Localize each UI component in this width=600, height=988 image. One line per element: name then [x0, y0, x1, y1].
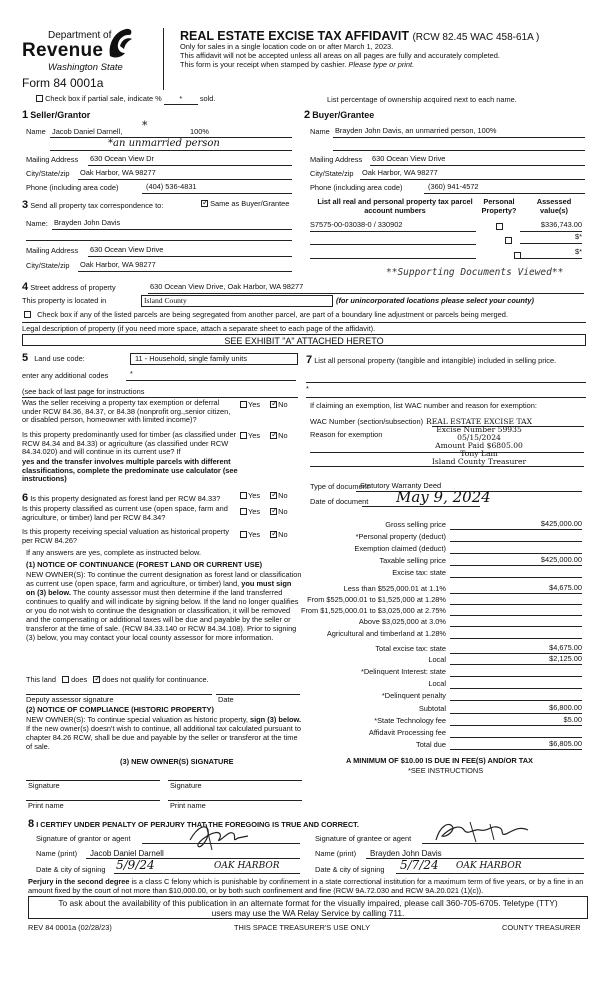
- calc-row-label: *Personal property (deduct): [355, 532, 446, 541]
- perjury-bold: Perjury in the second degree: [28, 877, 130, 886]
- partial-sale-value[interactable]: *: [164, 95, 198, 105]
- q1-no-label: No: [278, 400, 288, 409]
- owner-print-label-1: Print name: [28, 801, 64, 810]
- land-use-code-select[interactable]: [130, 353, 298, 365]
- calc-row-value[interactable]: [450, 679, 582, 689]
- any-yes-note: If any answers are yes, complete as instructed below.: [26, 548, 201, 557]
- perjury-statement: [28, 878, 588, 895]
- grantee-name: Brayden John Davis: [370, 849, 442, 858]
- calc-row-value[interactable]: $425,000.00: [450, 520, 582, 530]
- historic-question: Is this property receiving special valuation as historical property per RCW 84.26?: [22, 527, 230, 545]
- notice-continuance-text: [26, 570, 302, 642]
- q2-no-checkbox[interactable]: [270, 432, 277, 439]
- title-text: REAL ESTATE EXCISE TAX AFFIDAVIT: [180, 29, 409, 43]
- corr-mail-label: Mailing Address: [26, 246, 79, 255]
- doc-type: Statutory Warranty Deed: [360, 481, 442, 490]
- grantor-signature: [186, 820, 252, 852]
- personal-property-label: List all personal property (tangible and intangible) included in selling price.: [314, 356, 557, 365]
- notice-compliance-title: (2) NOTICE OF COMPLIANCE (HISTORIC PROPERTY): [26, 705, 214, 714]
- county-treasurer-label: COUNTY TREASURER: [502, 923, 581, 932]
- corr-city-field[interactable]: [78, 261, 292, 272]
- calc-row-label: Agricultural and timberland at 1.28%: [326, 629, 446, 638]
- grantee-name-field[interactable]: [366, 849, 584, 859]
- calc-row-label: From $1,525,000.01 to $3,025,000 at 2.75%: [300, 606, 446, 615]
- timber-question-bold: yes and the transfer involves multiple parcels with different classifications, complete the predominate use calculator (see instructions): [22, 457, 238, 484]
- q5-answers: [240, 531, 288, 540]
- dept-line1: Department of: [48, 30, 112, 41]
- calc-row-label: Taxable selling price: [379, 556, 446, 565]
- grantor-name: Jacob Daniel Darnell: [90, 849, 164, 858]
- land-does-not-checkbox[interactable]: [93, 676, 100, 683]
- deputy-date-label: Date: [218, 695, 234, 704]
- land-use-code: 11 - Household, single family units: [135, 354, 248, 363]
- grantor-date-label: Date & city of signing: [36, 865, 106, 874]
- seller-mail-label: Mailing Address: [26, 155, 79, 164]
- seller-city: Oak Harbor, WA 98277: [80, 168, 156, 177]
- segregate-checkbox[interactable]: [24, 311, 31, 318]
- header-sub3-text: This form is your receipt when stamped by cashier.: [180, 60, 347, 69]
- buyer-name-label: Name: [310, 127, 330, 136]
- address-heading: [22, 281, 116, 294]
- buyer-phone-label: Phone (including area code): [310, 183, 403, 192]
- treasurer-stamp: [418, 418, 540, 466]
- n1-text-b: The county assessor must then determine if the land transferred continues to qualify and will indicate by signing below. If the land no longer qualifies or you do not wish to continue the designation or classification, it will be removed and the compensating or additional taxes will be due and payable by the seller or transferor at the time of sale. (RCW 84.33.140 or RCW 84.34.108). Prior to signing (3) below, you may contact your local county assessor for more information.: [26, 588, 299, 643]
- seller-mail-field[interactable]: [88, 155, 292, 166]
- property-address-field[interactable]: [148, 283, 584, 294]
- land-qualify-row: [26, 676, 209, 685]
- calc-row-label: *Delinquent Interest: state: [360, 667, 446, 676]
- q1-no-checkbox[interactable]: [270, 401, 277, 408]
- current-use-no-checkbox[interactable]: [270, 508, 277, 515]
- q2-yes-checkbox[interactable]: [240, 432, 247, 439]
- reason-label: Reason for exemption: [310, 430, 383, 439]
- land-use-heading: [22, 352, 85, 365]
- seller-phone-label: Phone (including area code): [26, 183, 119, 192]
- forest-no-label: No: [278, 491, 288, 500]
- stamp-line-3: 05/15/2024: [457, 432, 501, 442]
- forest-question: Is this property designated as forest land per RCW 84.33?: [30, 494, 221, 503]
- buyer-name: Brayden John Davis, an unmarried person, 100%: [335, 126, 497, 135]
- new-owner-signature-title: (3) NEW OWNER(S) SIGNATURE: [120, 757, 234, 766]
- partial-sale-label: Check box if partial sale, indicate %: [45, 94, 162, 103]
- personal-property-heading: [306, 354, 588, 367]
- buyer-phone-field[interactable]: [424, 183, 585, 194]
- buyer-mail: 630 Ocean View Drive: [372, 154, 446, 163]
- dept-line3: Washington State: [48, 62, 123, 73]
- calc-row-value[interactable]: $6,800.00: [450, 704, 582, 714]
- legal-description-label: Legal description of property (if you need more space, attach a separate sheet to each page of the affidavit).: [22, 324, 376, 333]
- q1-yes-checkbox[interactable]: [240, 401, 247, 408]
- doc-date-label: Date of document: [310, 497, 369, 506]
- parcel-row-1[interactable]: [310, 221, 476, 232]
- certify-text: I CERTIFY UNDER PENALTY OF PERJURY THAT THE FOREGOING IS TRUE AND CORRECT.: [36, 820, 359, 829]
- wac-number-label: WAC Number (section/subsection): [310, 417, 424, 426]
- calc-row-value[interactable]: [450, 691, 582, 701]
- grantor-sig-label: Signature of grantor or agent: [36, 834, 131, 843]
- stamp-line-2: Excise Number 59935: [436, 424, 522, 434]
- notice-continuance-title: (1) NOTICE OF CONTINUANCE (FOREST LAND OR CURRENT USE): [26, 560, 263, 569]
- seller-name-label: Name: [26, 127, 46, 136]
- personal-property-checkbox-2[interactable]: [505, 237, 512, 244]
- current-use-no-label: No: [278, 507, 288, 516]
- header-sub3-italic: Please type or print.: [348, 60, 415, 69]
- calc-row-label: *State Technology fee: [374, 716, 446, 725]
- grantor-city: OAK HARBOR: [214, 861, 280, 871]
- section-4-number: 4: [22, 281, 29, 293]
- calc-row-value[interactable]: $4,675.00: [450, 644, 582, 654]
- correspondence-heading: [22, 199, 163, 212]
- land-does-checkbox[interactable]: [62, 676, 69, 683]
- treasurer-use-note: THIS SPACE TREASURER'S USE ONLY: [234, 923, 371, 932]
- q1-answers: [240, 401, 288, 410]
- calc-row-label: Affidavit Processing fee: [368, 728, 446, 737]
- notice-compliance-text: [26, 715, 302, 751]
- n1-text-a: NEW OWNER(S): To continue the current designation as forest land or classification as current use (open space, farm and agriculture, or timber) land,: [26, 570, 302, 589]
- calc-row-value[interactable]: [450, 532, 582, 542]
- property-address: 630 Ocean View Drive, Oak Harbor, WA 98277: [150, 282, 304, 291]
- current-use-question: Is this property classified as current use (open space, farm and agriculture, or timber) land per RCW 84.34?: [22, 504, 228, 522]
- land-does-not-label: does not qualify for continuance.: [102, 675, 209, 684]
- seller-name: Jacob Daniel Darnell,: [52, 127, 123, 136]
- owner-sig-label-2: Signature: [170, 781, 202, 790]
- q4-answers: [240, 508, 288, 517]
- forest-yes-label: Yes: [248, 491, 261, 500]
- seller-pct: 100%: [190, 127, 209, 136]
- calc-row-label: Subtotal: [418, 704, 446, 713]
- historic-yes-checkbox[interactable]: [240, 531, 247, 538]
- calc-row-label: Local: [428, 655, 446, 664]
- section-6-number: 6: [22, 492, 29, 504]
- dor-logo-icon: [106, 26, 134, 60]
- parcel-number: S7575-00-03038-0 / 330902: [310, 220, 403, 229]
- doc-type-label: Type of document: [310, 482, 369, 491]
- stamp-line-1: REAL ESTATE EXCISE TAX: [425, 417, 532, 426]
- form-number: Form 84 0001a: [22, 76, 104, 90]
- q1-yes-label: Yes: [248, 400, 261, 409]
- calc-row-label: Exemption claimed (deduct): [354, 544, 446, 553]
- calc-row-label: *Delinquent penalty: [381, 691, 446, 700]
- owner-print-label-2: Print name: [170, 801, 206, 810]
- supporting-docs-note: **Supporting Documents Viewed**: [386, 267, 564, 278]
- additional-codes-field[interactable]: [126, 370, 296, 381]
- forest-yes-checkbox[interactable]: [240, 492, 247, 499]
- seller-phone: (404) 536-4831: [146, 182, 197, 191]
- n2-text-bold: sign (3) below.: [250, 715, 302, 724]
- doc-date: May 9, 2024: [396, 488, 491, 506]
- section-5-number: 5: [22, 352, 29, 364]
- historic-no-checkbox[interactable]: [270, 531, 277, 538]
- grantee-sig-label: Signature of grantee or agent: [315, 834, 412, 843]
- calc-row-label: From $525,000.01 to $1,525,000 at 1.28%: [307, 595, 446, 604]
- historic-no-label: No: [278, 530, 288, 539]
- seller-heading: [22, 109, 90, 122]
- dept-line2: Revenue: [22, 40, 104, 61]
- buyer-phone: (360) 941-4572: [428, 182, 479, 191]
- buyer-name-field[interactable]: [333, 127, 585, 138]
- section-1-number: 1: [22, 109, 29, 121]
- see-back-note: (see back of last page for instructions: [22, 387, 145, 396]
- seller-phone-field[interactable]: [142, 183, 292, 194]
- current-use-yes-label: Yes: [248, 507, 261, 516]
- legal-description-field[interactable]: [22, 334, 586, 346]
- personal-property-header: Personal Property?: [481, 197, 517, 215]
- header-sub2: This affidavit will not be accepted unless all areas on all pages are fully and accurately completed.: [180, 51, 500, 60]
- unincorporated-note: (for unincorporated locations please select your county): [336, 296, 534, 305]
- county-select[interactable]: [141, 295, 333, 307]
- personal-property-checkbox-1[interactable]: [496, 223, 503, 230]
- calc-row-label: Above $3,025,000 at 3.0%: [358, 617, 446, 626]
- calc-row-label: Total due: [416, 740, 446, 749]
- calc-row-label: Local: [428, 679, 446, 688]
- exhibit-text: SEE EXHIBIT "A" ATTACHED HERETO: [224, 336, 384, 346]
- assessed-value-3[interactable]: $*: [520, 248, 582, 259]
- accessibility-notice: [28, 896, 588, 919]
- calc-row-value[interactable]: $4,675.00: [450, 584, 582, 594]
- land-does-label: does: [71, 675, 88, 684]
- section-7-number: 7: [306, 354, 313, 366]
- correspondence-label: Send all property tax correspondence to:: [30, 201, 164, 210]
- calc-row-value[interactable]: [450, 595, 582, 605]
- exemption-question: Was the seller receiving a property tax exemption or deferral under RCW 84.36, 84.37, or 84.38 (nonprofit org.,senior citizen, or disabled person, homeowner with limited income)?: [22, 398, 231, 425]
- ownership-note: List percentage of ownership acquired next to each name.: [327, 95, 517, 104]
- forest-no-checkbox[interactable]: [270, 492, 277, 499]
- calc-row-value[interactable]: $6,805.00: [450, 740, 582, 750]
- grantee-date: 5/7/24: [400, 858, 439, 872]
- calc-row-label: Excise tax: state: [392, 568, 446, 577]
- calc-row-label: Less than $525,000.01 at 1.1%: [343, 584, 446, 593]
- grantor-name-label: Name (print): [36, 849, 78, 858]
- calc-row-value[interactable]: [450, 617, 582, 627]
- seller-mail: 630 Ocean View Dr: [90, 154, 154, 163]
- corr-city-label: City/State/zip: [26, 261, 70, 270]
- buyer-title: Buyer/Grantee: [312, 110, 375, 120]
- stamp-line-4: Amount Paid $6805.00: [435, 440, 523, 450]
- stamp-line-5: Tony Lam: [460, 448, 498, 458]
- same-as-buyer-label: Same as Buyer/Grantee: [210, 199, 290, 208]
- q2-yes-label: Yes: [248, 431, 261, 440]
- grantor-date: 5/9/24: [116, 858, 155, 872]
- seller-city-field[interactable]: [78, 169, 292, 180]
- grantee-date-field[interactable]: [396, 858, 584, 874]
- grantee-signature: [430, 818, 534, 848]
- section-3-number: 3: [22, 199, 29, 211]
- parcel-header: List all real and personal property tax parcel account numbers: [317, 197, 473, 215]
- stamp-line-6: Island County Treasurer: [431, 456, 527, 466]
- assessed-value-1[interactable]: $336,743.00: [520, 221, 582, 232]
- q2-answers: [240, 432, 288, 441]
- partial-sale-row: [36, 95, 215, 105]
- forest-question-row: [22, 492, 220, 505]
- corr-city: Oak Harbor, WA 98277: [80, 260, 156, 269]
- calc-row-value[interactable]: $2,125.00: [450, 655, 582, 665]
- land-use-label: Land use code:: [34, 354, 85, 363]
- same-as-buyer-row: [201, 200, 289, 209]
- title-ref: (RCW 82.45 WAC 458-61A ): [412, 32, 540, 43]
- buyer-city-field[interactable]: [360, 169, 585, 180]
- minimum-fee-note: A MINIMUM OF $10.00 IS DUE IN FEE(S) AND/OR TAX: [346, 756, 533, 765]
- calc-row-value[interactable]: $425,000.00: [450, 556, 582, 566]
- corr-name: Brayden John Davis: [54, 218, 121, 227]
- segregate-row: [24, 311, 508, 320]
- assessed-value-header: Assessed value(s): [536, 197, 572, 215]
- timber-question: Is this property predominantly used for timber (as classified under RCW 84.34 and 84.33) or agriculture (as classified under RCW 84.34.020) and will continue in its current use? If: [22, 430, 237, 457]
- grantee-name-label: Name (print): [315, 849, 357, 858]
- owner-sig-label-1: Signature: [28, 781, 60, 790]
- q2-no-label: No: [278, 431, 288, 440]
- q3-answers: [240, 492, 288, 501]
- partial-sale-sold: sold.: [199, 94, 216, 103]
- section-8-number: 8: [28, 818, 35, 830]
- grantee-city: OAK HARBOR: [456, 861, 522, 871]
- corr-name-label: Name:: [26, 219, 48, 228]
- personal-property-value[interactable]: *: [306, 384, 309, 393]
- additional-codes-label: enter any additional codes: [22, 371, 109, 380]
- calc-row-value[interactable]: [450, 544, 582, 554]
- revision-number: REV 84 0001a (02/28/23): [28, 923, 112, 932]
- calc-row-value[interactable]: $5.00: [450, 716, 582, 726]
- land-label: This land: [26, 675, 56, 684]
- buyer-heading: [304, 109, 374, 122]
- seller-asterisk: *: [142, 119, 148, 132]
- address-label: Street address of property: [30, 283, 116, 292]
- header-sub1: Only for sales in a single location code on or after March 1, 2023.: [180, 42, 394, 51]
- grantee-date-label: Date & city of signing: [315, 865, 385, 874]
- seller-city-label: City/State/zip: [26, 169, 70, 178]
- grantor-date-field[interactable]: [114, 858, 300, 874]
- county-value: Island County: [144, 296, 187, 305]
- buyer-mail-field[interactable]: [370, 155, 585, 166]
- n2-text-a: NEW OWNER(S): To continue special valuation as historic property,: [26, 715, 248, 724]
- corr-name-field[interactable]: [52, 219, 292, 230]
- corr-mail: 630 Ocean View Drive: [90, 245, 164, 254]
- header-sub3: [180, 61, 414, 70]
- section-2-number: 2: [304, 109, 311, 121]
- perjury-text: is a class C felony which is punishable by confinement in a state correctional institution for a maximum term of five years, or by a fine in an amount fixed by the court of not more than $10,000.00, or by both such confinement and fine (RCW 9A.72.030 and RCW 9A.20.021 (1)(c)).: [28, 877, 584, 895]
- current-use-yes-checkbox[interactable]: [240, 508, 247, 515]
- calc-row-value[interactable]: [450, 606, 582, 616]
- buyer-mail-label: Mailing Address: [310, 155, 363, 164]
- seller-handwritten-note: *an unmarried person: [108, 138, 220, 149]
- seller-name-field[interactable]: [50, 119, 292, 138]
- corr-mail-field[interactable]: [88, 246, 292, 257]
- calc-row-label: Gross selling price: [385, 520, 446, 529]
- calc-row-label: Total excise tax: state: [375, 644, 446, 653]
- calc-row-value[interactable]: [450, 629, 582, 639]
- deputy-signature-label: Deputy assessor signature: [26, 695, 114, 704]
- assessed-value-2[interactable]: $*: [520, 233, 582, 244]
- seller-title: Seller/Grantor: [30, 110, 91, 120]
- n1-text-bold: you must sign on (3) below.: [26, 579, 292, 598]
- historic-yes-label: Yes: [248, 530, 261, 539]
- segregate-label: Check box if any of the listed parcels are being segregated from another parcel, are part of a boundary line adjustment or parcels being merged.: [37, 310, 508, 319]
- n2-text-b: If the new owner(s) doesn't wish to continue, all additional tax calculated pursuant to chapter 84.26 RCW, shall be due and payable by the seller or transferor at the time of sale.: [26, 724, 302, 752]
- partial-sale-checkbox[interactable]: [36, 95, 43, 102]
- calc-row-value[interactable]: [450, 667, 582, 677]
- additional-codes-value: *: [130, 369, 133, 378]
- accessibility-text: To ask about the availability of this publication in an alternate format for the visually impaired, please call 360-705-6705. Teletype (TTY) users may use the WA Relay Service by calling 711.: [58, 898, 558, 919]
- located-in-label: This property is located in: [22, 296, 107, 305]
- calc-row-value[interactable]: [450, 728, 582, 738]
- see-instructions-note: *SEE INSTRUCTIONS: [408, 766, 484, 775]
- exemption-claim-label: If claiming an exemption, list WAC number and reason for exemption:: [310, 401, 537, 410]
- buyer-city-label: City/State/zip: [310, 169, 354, 178]
- same-as-buyer-checkbox[interactable]: [201, 200, 208, 207]
- buyer-city: Oak Harbor, WA 98277: [362, 168, 438, 177]
- calc-row-value[interactable]: [450, 568, 582, 578]
